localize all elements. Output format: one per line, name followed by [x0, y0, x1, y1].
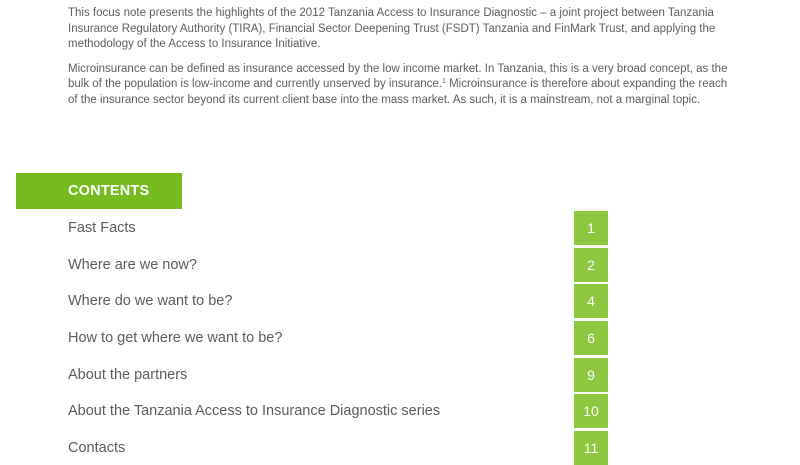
intro-paragraph-2-part-2: Microinsurance is therefore about expanding the reach of the insurance sector beyond its current client base into the mass market. As such, it is a mainstream, not a marginal topic. [68, 78, 728, 106]
intro-paragraph-2-part-1: Microinsurance can be defined as insurance accessed by the low income market. In Tanzania, this is a very broad concept, as the bulk of the population is low-income and currently unserved by insurance. [68, 62, 728, 90]
toc-page-number: 9 [574, 358, 608, 392]
toc-item-label: How to get where we want to be? [68, 330, 283, 346]
contents-title: CONTENTS [68, 183, 150, 199]
toc-page-number: 4 [574, 284, 608, 318]
toc-item-diagnostic-series[interactable] [68, 394, 608, 428]
footnote-marker: 1 [441, 78, 446, 85]
toc-item-label: About the Tanzania Access to Insurance Diagnostic series [68, 403, 441, 419]
toc-item-label: Contacts [68, 440, 126, 456]
toc-item-label: About the partners [68, 367, 188, 383]
toc-item-label: Fast Facts [68, 220, 136, 236]
toc-page-number: 6 [574, 321, 608, 355]
toc-page-number: 2 [574, 248, 608, 282]
toc-page-number: 10 [574, 394, 608, 428]
toc-page-number: 11 [574, 431, 608, 465]
toc-item-where-are-we-now[interactable] [68, 248, 608, 282]
intro-paragraph-1: This focus note presents the highlights of the 2012 Tanzania Access to Insurance Diagnostic – a joint project between Tanzania Insurance Regulatory Authority (TIRA), Financial Sector Deepening Trust (FSDT) Tanzania and FinMark Trust, and applying the methodology of the Access to Insurance Initiative. [68, 7, 716, 50]
toc-item-how-to-get-there[interactable] [68, 321, 608, 355]
toc-item-label: Where do we want to be? [68, 293, 233, 309]
toc-page-number: 1 [574, 211, 608, 245]
toc-item-label: Where are we now? [68, 257, 197, 273]
toc-item-where-do-we-want-to-be[interactable] [68, 284, 608, 318]
toc-item-contacts[interactable] [68, 431, 608, 465]
toc-item-about-the-partners[interactable] [68, 358, 608, 392]
toc-item-fast-facts[interactable] [68, 211, 608, 245]
